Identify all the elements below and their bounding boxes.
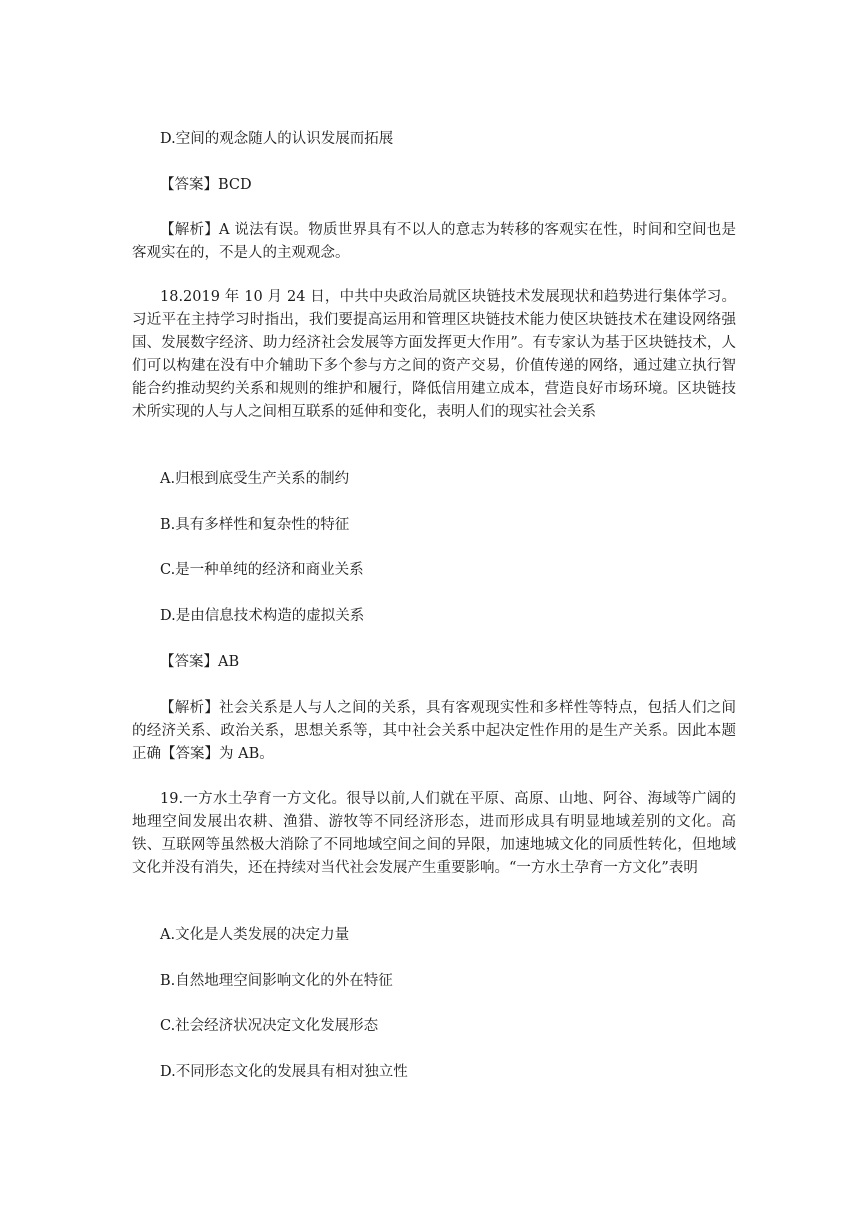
- q19-option-c: C.社会经济状况决定文化发展形态: [160, 1018, 379, 1034]
- q18-stem: 18.2019 年 10 月 24 日，中共中央政治局就区块链技术发展现状和趋势进行集体学习。习近平在主持学习时指出，我们要提高运用和管理区块链技术能力使区块链技术在建设网络强国、发展数字经济、助力经济社会发展等方面发挥更大作用”。有专家认为基于区块链技术，人们可以构建在没有中介辅助下多个参与方之间的资产交易，价值传递的网络，通过建立执行智能合约推动契约关系和规则的维护和履行，降低信用建立成本，营造良好市场环境。区块链技术所实现的人与人之间相互联系的延伸和变化，表明人们的现实社会关系: [132, 289, 736, 420]
- q19-option-d: D.不同形态文化的发展具有相对独立性: [160, 1064, 408, 1080]
- q18-option-c: C.是一种单纯的经济和商业关系: [160, 562, 364, 578]
- q17-answer: 【答案】BCD: [160, 177, 252, 193]
- q19-option-a: A.文化是人类发展的决定力量: [160, 927, 350, 943]
- q18-option-a: A.归根到底受生产关系的制约: [160, 471, 350, 487]
- q18-answer: 【答案】AB: [160, 654, 240, 670]
- q19-stem: 19.一方水土孕育一方文化。很导以前,人们就在平原、高原、山地、阿谷、海域等广阔的地理空间发展出农耕、渔猎、游牧等不同经济形态，进而形成具有明显地域差别的文化。高铁、互联网等虽然极大消除了不同地域空间之间的异限，加速地城文化的同质性转化，但地域文化并没有消失，还在持续对当代社会发展产生重要影响。“一方水土孕育一方文化”表明: [132, 791, 736, 876]
- q19-option-b: B.自然地理空间影响文化的外在特征: [160, 973, 393, 989]
- q18-option-b: B.具有多样性和复杂性的特征: [160, 517, 350, 533]
- q18-option-d: D.是由信息技术构造的虚拟关系: [160, 608, 365, 624]
- q17-option-d: D.空间的观念随人的认识发展而拓展: [160, 131, 394, 147]
- q17-analysis: 【解析】A 说法有误。物质世界具有不以人的意志为转移的客观实在性，时间和空间也是客观实在的，不是人的主观观念。: [132, 222, 736, 261]
- q18-analysis: 【解析】社会关系是人与人之间的关系，具有客观现实性和多样性等特点，包括人们之间的经济关系、政治关系，思想关系等，其中社会关系中起决定性作用的是生产关系。因此本题正确【答案】为 AB。: [132, 700, 736, 762]
